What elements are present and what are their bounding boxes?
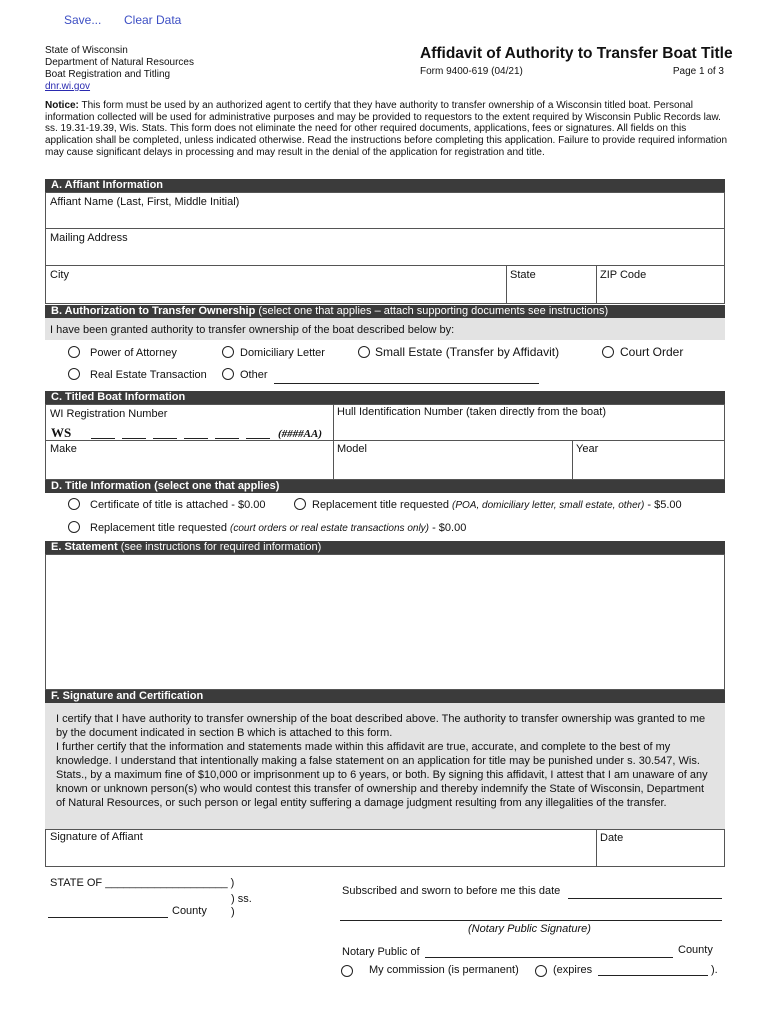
certification-paragraph-2: I further certify that the information and statements made within this affidavit are true, accurate, and complete to the best of my knowledge. I understand that intentionally making a false statement on an application for title may be punished under s. 30.547, Wis. Stats., by a maximum fine of $10,000 or imprisonment up to 6 years, or both. By signing this affidavit, I attest that I am unaware of any known or unknown person(s) who would contest this transfer of ownership and thereby indemnify the State of Wisconsin, Department of Natural Resources, or such person or legal entity suffering a damage judgment resulting from any illegalities of the transfer. xyxy=(56,741,708,809)
section-a-header xyxy=(45,179,725,192)
city-field[interactable] xyxy=(45,265,507,304)
option-replacement-title-free-amount: - $0.00 xyxy=(429,522,467,534)
section-d-header xyxy=(45,480,725,493)
agency-department: Department of Natural Resources xyxy=(45,57,194,68)
subscribed-sworn-label: Subscribed and sworn to before me this date xyxy=(342,885,561,897)
agency-state: State of Wisconsin xyxy=(45,45,128,56)
form-number: Form 9400-619 (04/21) xyxy=(420,66,523,77)
section-f-header xyxy=(45,690,725,703)
commission-expires-label: (expires xyxy=(553,964,593,976)
notice-body: This form must be used by an authorized agent to certify that they have authority to transfer ownership of a Wisconsin titled boat. Personal information collected will be used for administrative purposes and may be provided to requestors to the extent required by Wisconsin Public Records law. ss. 19.31-19.39, Wis. Stats. This form does not eliminate the need for other required documents, applications, fees or signatures. All fields on this application shall be completed, unless indicated otherwise. Read the instructions before completing this application. Failure to provide required information may cause significant delays in processing and may result in the denial of the application for registration and title. xyxy=(45,100,728,158)
radio-commission-permanent[interactable] xyxy=(341,965,353,977)
section-e-note: (see instructions for required information) xyxy=(117,541,322,553)
ss-marker: ) ss. xyxy=(231,893,252,905)
option-replacement-title-fee-main: Replacement title requested xyxy=(312,499,453,511)
hull-id-label: Hull Identification Number (taken directly from the boat) xyxy=(337,406,607,418)
section-d-title: D. Title Information (select one that applies) xyxy=(51,480,280,492)
signature-date-label: Date xyxy=(600,832,624,844)
section-b-title: B. Authorization to Transfer Ownership xyxy=(51,305,256,317)
option-replacement-title-free xyxy=(90,522,466,534)
section-a-title: A. Affiant Information xyxy=(51,179,164,191)
notary-signature-label: (Notary Public Signature) xyxy=(468,923,591,935)
radio-real-estate-transaction[interactable] xyxy=(68,368,80,380)
option-domiciliary-letter: Domiciliary Letter xyxy=(240,347,325,359)
option-court-order: Court Order xyxy=(620,345,684,359)
zip-code-label: ZIP Code xyxy=(600,269,647,281)
option-replacement-title-free-note: (court orders or real estate transactions only) xyxy=(230,523,430,534)
notary-signature-field[interactable] xyxy=(340,920,722,921)
section-f-title: F. Signature and Certification xyxy=(51,690,204,702)
page-number: Page 1 of 3 xyxy=(672,66,724,77)
county-label: County xyxy=(172,905,207,917)
notice-label: Notice: xyxy=(45,100,79,111)
city-label: City xyxy=(50,269,69,281)
model-field[interactable] xyxy=(333,440,573,480)
notary-public-of-label: Notary Public of xyxy=(342,946,420,958)
statement-textarea[interactable] xyxy=(45,554,725,690)
radio-replacement-title-fee[interactable] xyxy=(294,498,306,510)
radio-domiciliary-letter[interactable] xyxy=(222,346,234,358)
make-field[interactable] xyxy=(45,440,334,480)
radio-small-estate[interactable] xyxy=(358,346,370,358)
section-b-note: (select one that applies – attach supporting documents see instructions) xyxy=(255,305,609,317)
registration-number-label: WI Registration Number xyxy=(50,408,168,420)
section-b-prompt: I have been granted authority to transfer ownership of the boat described below by: xyxy=(50,324,455,336)
notice-text xyxy=(45,100,729,159)
option-power-of-attorney: Power of Attorney xyxy=(90,347,177,359)
registration-format-hint: (####AA) xyxy=(278,428,322,440)
section-c-header xyxy=(45,391,725,404)
agency-program: Boat Registration and Titling xyxy=(45,69,171,80)
certification-text xyxy=(56,712,716,810)
radio-other[interactable] xyxy=(222,368,234,380)
radio-power-of-attorney[interactable] xyxy=(68,346,80,358)
commission-expires-end: ). xyxy=(711,964,718,976)
radio-court-order[interactable] xyxy=(602,346,614,358)
notary-county-field[interactable] xyxy=(425,957,673,958)
state-label: State xyxy=(510,269,536,281)
section-c-title: C. Titled Boat Information xyxy=(51,391,186,403)
state-of-line[interactable]: STATE OF ____________________ ) xyxy=(50,877,235,889)
option-replacement-title-fee-amount: - $5.00 xyxy=(644,499,682,511)
agency-block xyxy=(45,45,194,93)
section-e-title: E. Statement xyxy=(51,541,118,553)
model-label: Model xyxy=(337,443,367,455)
closing-paren: ) xyxy=(231,906,235,918)
option-replacement-title-fee-note: (POA, domiciliary letter, small estate, other) xyxy=(452,500,645,511)
affiant-name-label: Affiant Name (Last, First, Middle Initial) xyxy=(50,196,240,208)
section-b-header xyxy=(45,305,725,318)
ws-prefix: WS xyxy=(51,425,72,440)
option-real-estate-transaction: Real Estate Transaction xyxy=(90,369,207,381)
form-title: Affidavit of Authority to Transfer Boat Title xyxy=(420,45,733,62)
other-explanation-field[interactable] xyxy=(274,383,539,384)
mailing-address-field[interactable] xyxy=(45,228,725,266)
radio-replacement-title-free[interactable] xyxy=(68,521,80,533)
make-label: Make xyxy=(50,443,77,455)
affiant-signature-label: Signature of Affiant xyxy=(50,831,143,843)
year-label: Year xyxy=(576,443,599,455)
county-field[interactable] xyxy=(48,917,168,918)
option-other: Other xyxy=(240,369,268,381)
clear-data-button[interactable]: Clear Data xyxy=(124,13,182,27)
option-replacement-title-free-main: Replacement title requested xyxy=(90,522,231,534)
mailing-address-label: Mailing Address xyxy=(50,232,128,244)
sworn-date-field[interactable] xyxy=(568,898,722,899)
certification-paragraph-1: I certify that I have authority to transfer ownership of the boat described above. The authority to transfer ownership was granted to me by the document indicated in section B which is attached to this form. xyxy=(56,713,706,739)
option-small-estate: Small Estate (Transfer by Affidavit) xyxy=(375,345,560,359)
option-replacement-title-fee xyxy=(312,499,682,511)
agency-website-link[interactable]: dnr.wi.gov xyxy=(45,81,91,92)
commission-expiry-field[interactable] xyxy=(598,975,708,976)
notary-county-label: County xyxy=(678,944,713,956)
save-button[interactable]: Save... xyxy=(64,13,102,27)
option-certificate-attached: Certificate of title is attached - $0.00 xyxy=(90,499,266,511)
radio-certificate-attached[interactable] xyxy=(68,498,80,510)
commission-permanent-label: My commission (is permanent) xyxy=(369,964,519,976)
radio-commission-expires[interactable] xyxy=(535,965,547,977)
section-e-header xyxy=(45,541,725,554)
